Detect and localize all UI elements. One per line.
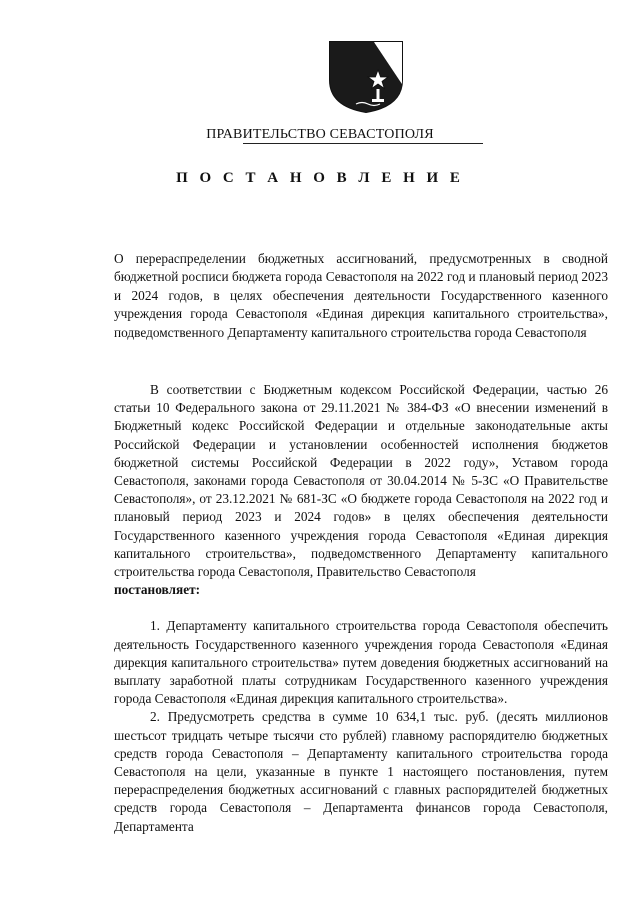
document-title: О перераспределении бюджетных ассигнований, предусмотренных в сводной бюджетной росписи бюджета города Севастополя на 2022 год и плановый период 2023 и 2024 годов, в целях обеспечения деятельности Государственного казенного учреждения города Севастополя «Единая дирекция капитального строительства», подведомственного Департаменту капитального строительства города Севастополя bbox=[114, 251, 608, 340]
organization-underline bbox=[243, 143, 483, 144]
clause-1: 1. Департаменту капитального строительства города Севастополя обеспечить деятельность Государственного казенного учреждения города Севастополя «Единая дирекция капитального строительства» путем доведения бюджетных ассигнований на выплату заработной платы сотрудникам Государственного казенного учреждения города Севастополя «Единая дирекция капитального строительства». bbox=[114, 618, 608, 707]
preamble-paragraph bbox=[114, 381, 608, 599]
sevastopol-coat-of-arms-icon bbox=[326, 40, 406, 114]
document-type-heading: П О С Т А Н О В Л Е Н И Е bbox=[176, 170, 464, 186]
organization-name: ПРАВИТЕЛЬСТВО СЕВАСТОПОЛЯ bbox=[206, 127, 434, 142]
document-body bbox=[114, 381, 608, 836]
resolves-keyword: постановляет: bbox=[114, 582, 201, 598]
preamble-text: В соответствии с Бюджетным кодексом Российской Федерации, частью 26 статьи 10 Федерального закона от 29.11.2021 № 384-ФЗ «О внесении изменений в Бюджетный кодекс Российской Федерации и отдельные законодательные акты Российской Федерации и установлении особенностей исполнения бюджетов бюджетной системы Российской Федерации в 2022 году», Уставом города Севастополя, законами города Севастополя от 30.04.2014 № 5-ЗС «О Правительстве Севастополя», от 23.12.2021 № 681-ЗС «О бюджете города Севастополя на 2022 год и плановый период 2023 и 2024 годов» в целях обеспечения деятельности Государственного казенного учреждения города Севастополя «Единая дирекция капитального строительства», подведомственного Департаменту капитального строительства города Севастополя, Правительство Севастополя bbox=[114, 382, 608, 580]
clause-2: 2. Предусмотреть средства в сумме 10 634,1 тыс. руб. (десять миллионов шестьсот тридцать четыре тысячи сто рублей) главному распорядителю бюджетных средств города Севастополя – Департаменту капитального строительства города Севастополя на цели, указанные в пункте 1 настоящего постановления, путем перераспределения бюджетных ассигнований с главных распорядителей бюджетных средств города Севастополя – Департамента финансов города Севастополя, Департамента bbox=[114, 709, 608, 834]
